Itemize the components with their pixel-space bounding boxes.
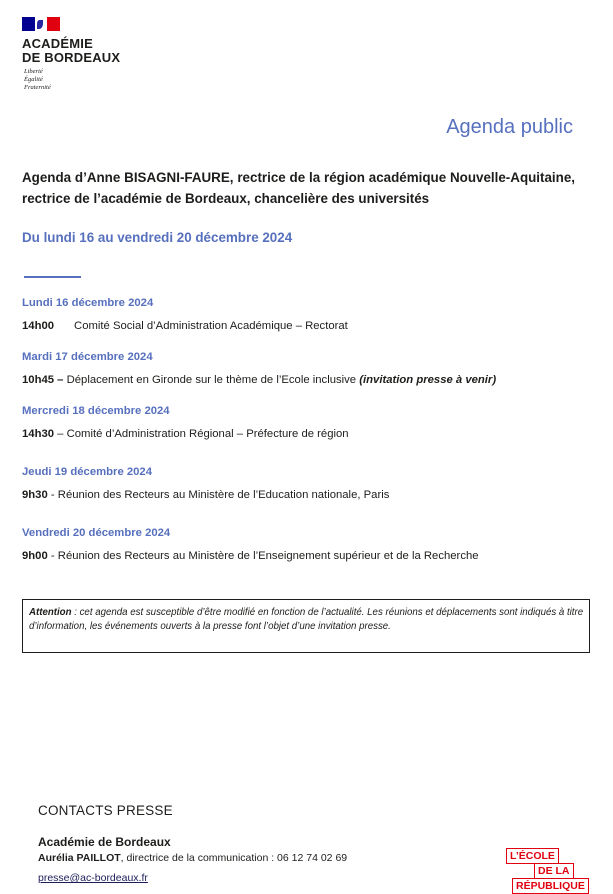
entry-text: Comité d’Administration Régional – Préfecture de région — [66, 428, 349, 440]
agenda-entry-wednesday — [22, 428, 349, 440]
contact-role: , directrice de la communication : 06 12 74 02 69 — [120, 852, 348, 864]
day-title-thursday: Jeudi 19 décembre 2024 — [22, 466, 152, 478]
entry-time: 9h00 — [22, 550, 48, 562]
entry-separator: - — [47, 550, 58, 562]
day-title-tuesday: Mardi 17 décembre 2024 — [22, 351, 153, 363]
entry-separator: - — [47, 489, 58, 501]
badge-line-3: RÉPUBLIQUE — [512, 878, 589, 894]
day-title-monday: Lundi 16 décembre 2024 — [22, 297, 154, 309]
badge-line-2: DE LA — [534, 863, 574, 879]
attention-notice — [22, 599, 590, 653]
agenda-entry-friday — [22, 550, 479, 562]
entry-time: 10h45 — [22, 374, 55, 386]
day-title-friday: Vendredi 20 décembre 2024 — [22, 527, 171, 539]
entry-time: 14h30 — [22, 428, 55, 440]
agenda-entry-monday — [22, 320, 348, 332]
agenda-entry-tuesday — [22, 374, 496, 386]
entry-text: Réunion des Recteurs au Ministère de l’Enseignement supérieur et de la Recherche — [57, 550, 479, 562]
agenda-period: Du lundi 16 au vendredi 20 décembre 2024 — [22, 230, 293, 245]
logo-line-1: ACADÉMIE — [22, 36, 93, 51]
motto-egalite: Égalité — [24, 76, 43, 83]
entry-separator: – — [54, 374, 67, 386]
motto-liberte: Liberté — [24, 68, 43, 75]
day-title-wednesday: Mercredi 18 décembre 2024 — [22, 405, 170, 417]
marianne-flag-icon — [22, 17, 60, 31]
notice-label: Attention — [29, 607, 72, 618]
contact-email-link[interactable]: presse@ac-bordeaux.fr — [38, 872, 148, 884]
logo-line-2: DE BORDEAUX — [22, 50, 121, 65]
page-title: Agenda public — [446, 116, 573, 138]
contacts-person — [38, 852, 347, 864]
accent-divider — [24, 276, 81, 278]
badge-line-1: L’ÉCOLE — [506, 848, 559, 864]
entry-text: Comité Social d’Administration Académique – Rectorat — [74, 320, 348, 332]
entry-text: Réunion des Recteurs au Ministère de l’Education nationale, Paris — [57, 489, 390, 501]
entry-note: (invitation presse à venir) — [359, 374, 497, 386]
notice-text: : cet agenda est susceptible d’être modifié en fonction de l’actualité. Les réunions et déplacements sont indiqués à titre d’information, les événements ouverts à la presse font l’objet d’une invitation presse. — [29, 607, 584, 632]
entry-text: Déplacement en Gironde sur le thème de l’Ecole inclusive — [66, 374, 360, 386]
motto-fraternite: Fraternité — [24, 84, 51, 91]
contact-name: Aurélia PAILLOT — [38, 852, 121, 864]
entry-time: 14h00 — [22, 320, 55, 332]
entry-separator: – — [54, 428, 67, 440]
agenda-subject: Agenda d’Anne BISAGNI-FAURE, rectrice de la région académique Nouvelle-Aquitaine, rectrice de l’académie de Bordeaux, chancelière des universités — [22, 170, 575, 206]
entry-time: 9h30 — [22, 489, 48, 501]
contacts-title: CONTACTS PRESSE — [38, 803, 173, 818]
contacts-org: Académie de Bordeaux — [38, 835, 171, 849]
agenda-entry-thursday — [22, 489, 389, 501]
